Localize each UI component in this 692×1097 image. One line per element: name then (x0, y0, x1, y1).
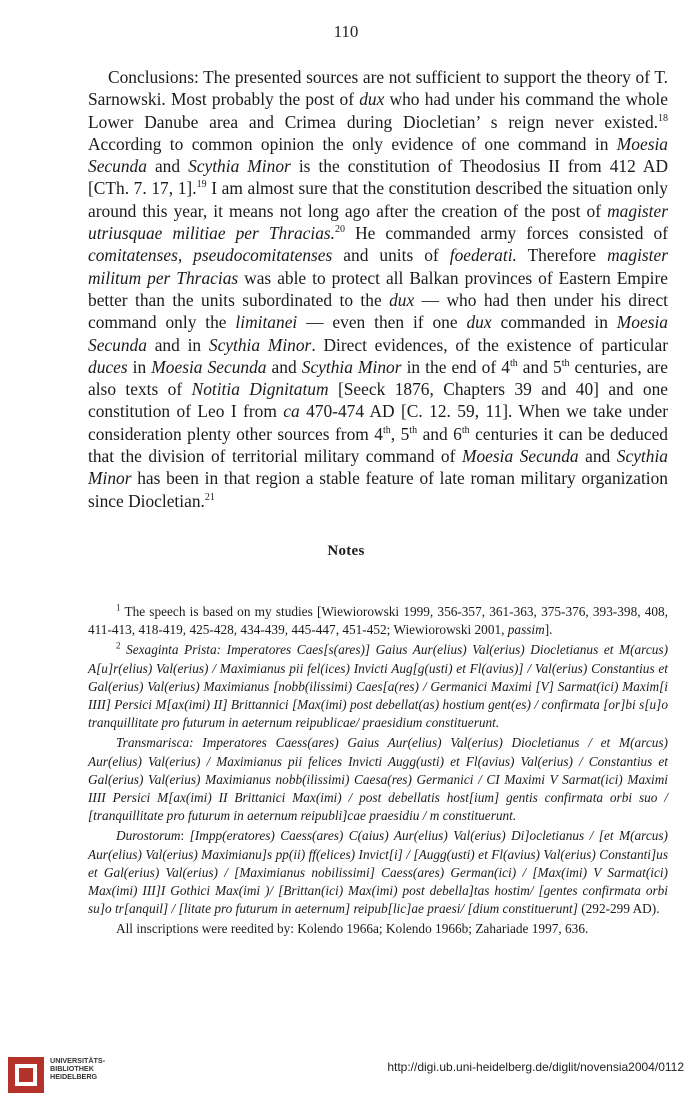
footnote-transmarisca: Transmarisca: Imperatores Caess(ares) Gaius Aur(elius) Val(erius) Diocletianus / et M(arcus) Aur(elius) Val(erius) / Maximianus pii felices Invicti Augg(usti) et Fl(avius) Val(erius) / Constantius et Gal(erius) Val(erius) Maximianus nobb(ilissimi) Caesa(res) Germanici / CI Maximi V Sarmat(ici) Maximi IIII Persici M[ax(imi) II Brittanici Max(imi) / post debellatis host[ium] gentis confirmata orbi suo / [tranquillitate pro futurum in aeternum reipubli]cae praesidiu / m constituerunt. (88, 735, 668, 824)
source-url[interactable]: http://digi.ub.uni-heidelberg.de/diglit/novensia2004/0112 (387, 1060, 684, 1074)
library-logo-icon (6, 1055, 46, 1095)
footnote-1: $^1$ The speech is based on my studies [Wiewiorowski 1999, 356-357, 361-363, 375-376, 393-398, 408, 411-413, 418-419, 425-428, 434-439, 445-447, 451-452; Wiewiorowski 2001, passim]. (88, 602, 668, 638)
body-paragraph: Conclusions: The presented sources are not sufficient to support the theory of T. Sarnowski. Most probably the post of dux who had under his command the whole Lower Danube area and Crimea during Diocletian’ s reign never existed.$^{18}$ According to common opinion the only evidence of one command in Moesia Secunda and Scythia Minor is the constitution of Theodosius II from 412 AD [CTh. 7. 17, 1].$^{19}$ I am almost sure that the constitution described the situation only around this year, it means not long ago after the creation of the post of magister utriusquae militiae per Thracias.$^{20}$ He commanded army forces consisted of comitatenses, pseudocomitatenses and units of foederati. Therefore magister militum per Thracias was able to protect all Balkan provinces of Eastern Empire better than the units subordinated to the dux — who had then under his direct command only the limitanei — even then if one dux commanded in Moesia Secunda and in Scythia Minor. Direct evidences, of the existence of particular duces in Moesia Secunda and Scythia Minor in the end of 4th and 5th centuries, are also texts of Notitia Dignitatum [Seeck 1876, Chapters 39 and 40] and one constitution of Leo I from ca 470-474 AD [C. 12. 59, 11]. When we take under consideration plenty other sources from 4th, 5th and 6th centuries it can be deduced that the division of territorial military command of Moesia Secunda and Scythia Minor has been in that region a stable feature of late roman military organization since Diocletian.$^{21}$ (88, 67, 669, 511)
notes-heading: Notes (327, 543, 365, 559)
footnote-durostorum: Durostorum: [Impp(eratores) Caess(ares) C(aius) Aur(elius) Val(erius) Di]ocletianus / [et M(arcus) Aur(elius) Val(erius) Maximianu]s pp(ii) ff(elices) Invict[i] / [Augg(usti) et Fl(avius) Val(erius) Constanti]us et Gal(erius) Val(erius) / [Maximianus nobilissimi] Caess(ares) German(ici) / [Max(imi) V Sarmat(ici) Max(imi) III]I Gothici Max(imi )/ [Brittan(ici) Max(imi) post debella]tas hostim/ [gentes confirmata orbi su]o tr[anquil] / [litate pro futurum in aeternum] reipub[lic]ae praesi/ [dium constituerunt] (292-299 AD). (88, 828, 668, 917)
footnote-closing: All inscriptions were reedited by: Kolendo 1966a; Kolendo 1966b; Zahariade 1997, 636. (116, 921, 589, 937)
library-name: UNIVERSITÄTS- BIBLIOTHEK HEIDELBERG (50, 1056, 106, 1081)
page-number: 110 (333, 22, 359, 41)
notes-section (88, 603, 668, 941)
footnote-2: $^2$ Sexaginta Prista: Imperatores Caes[s(ares)] Gaius Aur(elius) Val(erius) Diocletianus et M(arcus) A[u]r(elius) Val(erius) / Maximianus pii fel(ices) Invicti Aug[g(usti) et Fl(avius)] / Val(erius) Constantius et Gal(erius) Val(erius) Maximianus [nobb(ilissimi) Caes[a(res) / Germanici Maximi [V] Sarmat(ici) Maxim[i IIII] Persici M[ax(imi) II] Brittannici [Max(imi) post debellat(as) hostium gent(es) / confirmata [or]bi s[u]o tranquillitate pro futurum in aeternum reipublicae/ praesidium constituerunt. (88, 640, 668, 731)
